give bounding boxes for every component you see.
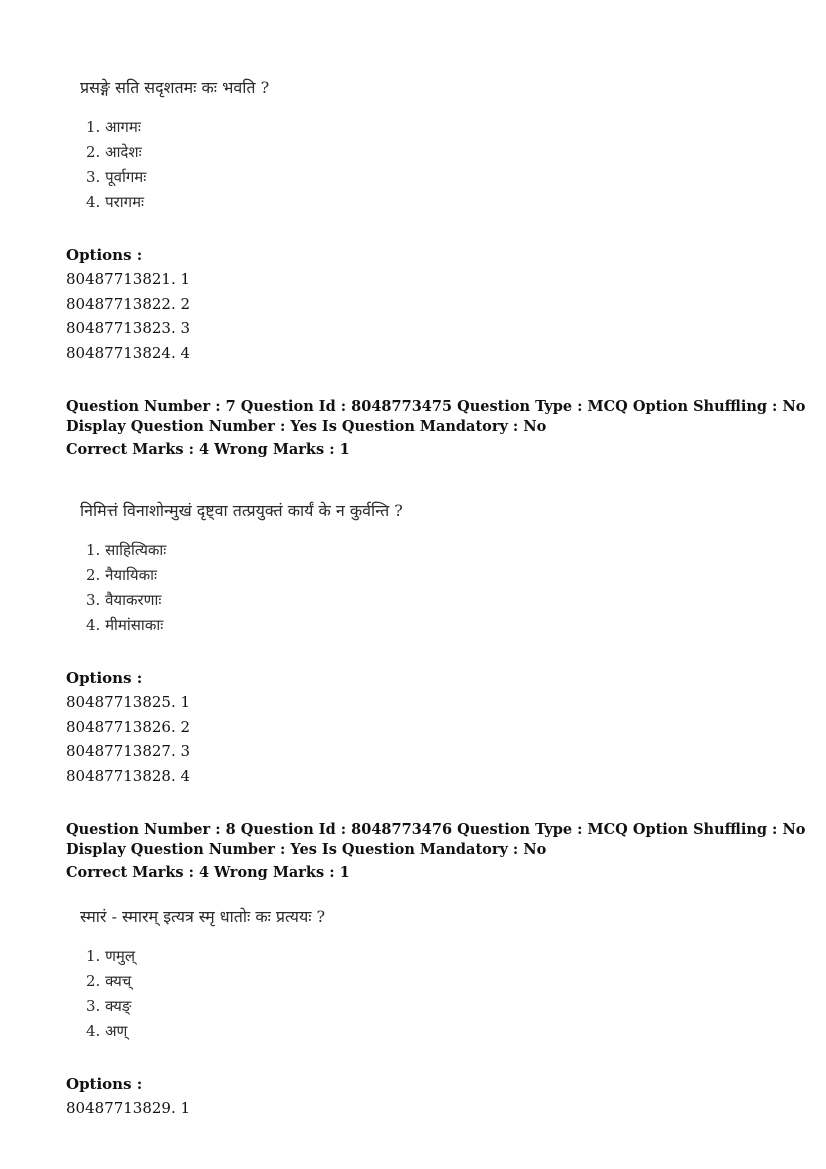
answer-choice: 2. नैयायिकाः: [86, 566, 158, 584]
option-id: 80487713823. 3: [66, 319, 191, 338]
meta-line: Question Number : 7 Question Id : 8048773475 Question Type : MCQ Option Shuffling : No: [66, 398, 806, 415]
option-id: 80487713824. 4: [66, 344, 191, 363]
answer-choice: 1. साहित्यिकाः: [86, 541, 167, 559]
meta-line: Display Question Number : Yes Is Question Mandatory : No: [66, 841, 547, 858]
meta-line: Correct Marks : 4 Wrong Marks : 1: [66, 441, 350, 458]
answer-choice: 2. आदेशः: [86, 143, 142, 161]
answer-choice: 4. अण्: [86, 1022, 128, 1040]
option-id: 80487713829. 1: [66, 1099, 191, 1117]
options-label: Options :: [66, 1075, 143, 1093]
answer-choice: 3. वैयाकरणाः: [86, 591, 162, 609]
option-id: 80487713826. 2: [66, 717, 191, 736]
question-text: निमित्तं विनाशोन्मुखं दृष्ट्वा तत्प्रयुक्तं कार्यं के न कुर्वन्ति ?: [80, 501, 403, 520]
meta-line: Display Question Number : Yes Is Question Mandatory : No: [66, 418, 547, 435]
answer-choice: 1. आगमः: [86, 118, 141, 136]
meta-line: Question Number : 8 Question Id : 8048773476 Question Type : MCQ Option Shuffling : No: [66, 821, 806, 838]
option-id: 80487713821. 1: [66, 270, 191, 288]
answer-choice: 3. पूर्वागमः: [86, 168, 147, 186]
answer-choice: 4. मीमांसाकाः: [86, 616, 164, 634]
answer-choice: 4. परागमः: [86, 193, 145, 211]
answer-choices: [86, 538, 166, 638]
answer-choices: [86, 944, 135, 1044]
option-id: 80487713828. 4: [66, 767, 191, 786]
option-id-list: [66, 1096, 190, 1121]
option-id: 80487713825. 1: [66, 693, 191, 711]
answer-choice: 1. णमुल्: [86, 947, 136, 965]
option-id: 80487713827. 3: [66, 742, 191, 761]
option-id-list: [66, 267, 190, 366]
answer-choice: 2. क्यच्: [86, 972, 132, 990]
question-text: प्रसङ्गे सति सदृशतमः कः भवति ?: [80, 78, 270, 97]
answer-choice: 3. क्यङ्: [86, 997, 132, 1015]
options-label: Options :: [66, 246, 143, 264]
option-id-list: [66, 690, 190, 789]
question-meta: [66, 820, 806, 883]
options-label: Options :: [66, 669, 143, 687]
meta-line: Correct Marks : 4 Wrong Marks : 1: [66, 864, 350, 881]
question-meta: [66, 397, 806, 460]
option-id: 80487713822. 2: [66, 294, 191, 313]
answer-choices: [86, 115, 146, 215]
question-text: स्मारं - स्मारम् इत्यत्र स्मृ धातोः कः प्रत्ययः ?: [80, 907, 326, 926]
